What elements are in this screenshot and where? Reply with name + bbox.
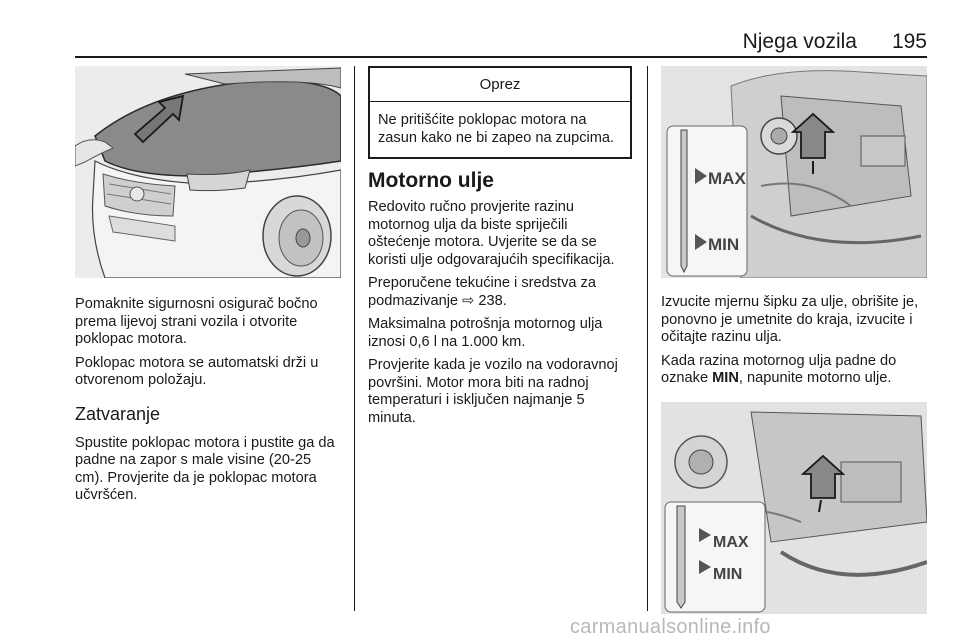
hood-auto-hold-note: Poklopac motora se automatski drži u otvorenom položaju. — [75, 354, 319, 388]
caution-title: Oprez — [370, 68, 630, 102]
min-mark-label-2: MIN — [713, 566, 743, 583]
section-title: Njega vozila — [742, 30, 857, 53]
page-reference-link[interactable]: 238. — [478, 292, 507, 309]
hood-open-instruction: Pomaknite sigurnosni osigurač bočno prema lijevoj strani vozila i otvorite poklopac motora. — [75, 296, 318, 347]
min-keyword: MIN — [712, 370, 739, 386]
page-reference-icon: ⇨ — [462, 292, 475, 309]
min-level-text-after: , napunite motorno ulje. — [738, 370, 892, 386]
dipstick-illustration-1 — [661, 66, 927, 278]
min-mark-label-1: MIN — [708, 235, 740, 254]
hood-close-instruction: Spustite poklopac motora i pustite ga da padne na zapor s male visine (20-25 cm). Provjerite da je poklopac motora učvršćen. — [75, 434, 335, 503]
recommended-fluids-ref — [368, 275, 632, 310]
caution-text: Ne pritišćite poklopac motora na zasun kako ne bi zapeo na zupcima. — [378, 112, 615, 146]
dipstick-instruction: Izvucite mjernu šipku za ulje, obrišite je, ponovno je umetnite do kraja, izvucite i očitajte razinu ulja. — [661, 294, 919, 345]
page-header — [75, 28, 927, 56]
left-column — [75, 66, 341, 511]
middle-column — [368, 66, 632, 433]
oil-check-conditions: Provjerite kada je vozilo na vodoravnoj površini. Motor mora biti na radnoj temperaturi i isključen najmanje 5 minuta. — [368, 357, 618, 426]
max-mark-label-2: MAX — [713, 534, 749, 551]
caution-box — [368, 66, 632, 159]
column-divider-right — [647, 66, 648, 611]
right-column — [661, 66, 927, 614]
car-hood-illustration — [75, 66, 341, 278]
dipstick-illustration-2 — [661, 402, 927, 614]
min-level-instruction — [661, 353, 927, 388]
column-divider-left — [354, 66, 355, 611]
oil-consumption-note: Maksimalna potrošnja motornog ulja iznosi 0,6 l na 1.000 km. — [368, 316, 603, 350]
watermark: carmanualsonline.info — [570, 616, 771, 638]
oil-check-intro: Redovito ručno provjerite razinu motornog ulja da biste spriječili oštećenje motora. Uvjerite se da se koristi ulje odgovarajućih specifikacija. — [368, 199, 615, 268]
recommended-fluids-text: Preporučene tekućine i sredstva za podmazivanje — [368, 275, 596, 309]
page-number: 195 — [891, 30, 927, 53]
max-mark-label-1: MAX — [708, 169, 746, 188]
engine-oil-heading: Motorno ulje — [368, 169, 494, 192]
header-rule — [75, 56, 927, 58]
closing-heading: Zatvaranje — [75, 403, 161, 424]
min-level-text-before: Kada razina motornog ulja padne do oznake — [661, 352, 897, 386]
